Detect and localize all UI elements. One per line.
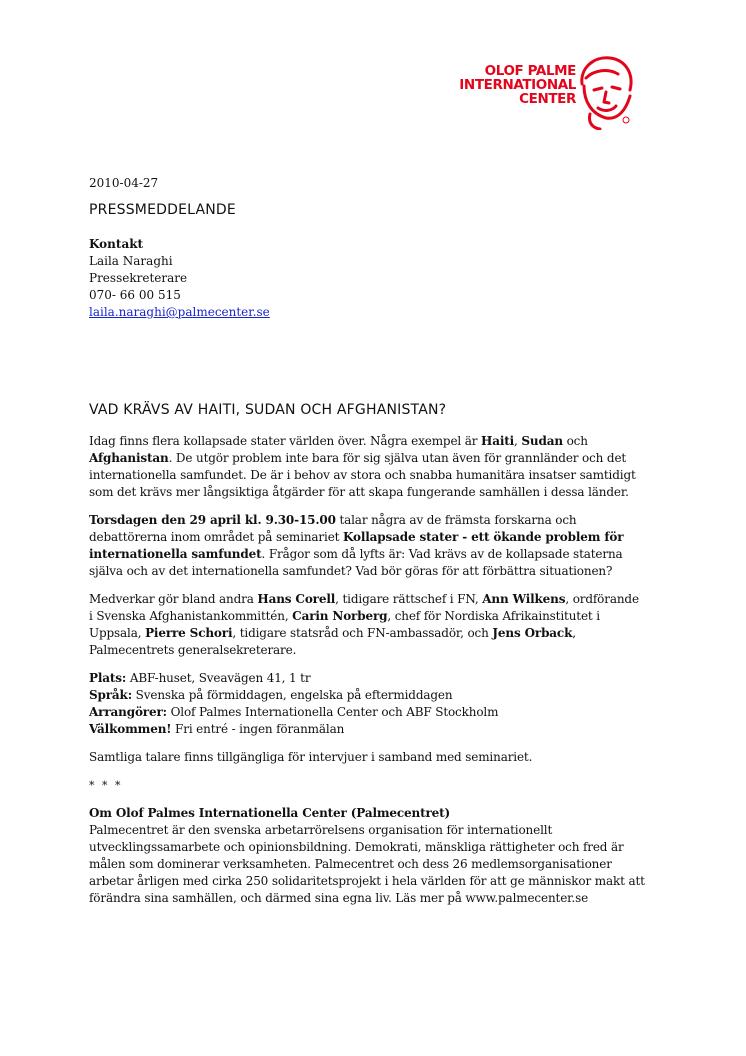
contact-block bbox=[89, 236, 270, 321]
contact-role: Pressekreterare bbox=[89, 271, 188, 285]
logo-line-2: INTERNATIONAL bbox=[459, 77, 576, 93]
organization-logo bbox=[460, 54, 638, 134]
document-type: PRESSMEDDELANDE bbox=[89, 202, 236, 218]
contact-phone: 070- 66 00 515 bbox=[89, 288, 181, 302]
palme-portrait-icon bbox=[572, 54, 638, 130]
contact-heading: Kontakt bbox=[89, 237, 144, 251]
logo-text bbox=[459, 64, 576, 106]
seminar-paragraph: Torsdagen den 29 april kl. 9.30-15.00 talar några av de främsta forskarna och debattörerna inom området på seminariet Kollapsade stater - ett ökande problem för internationella samfundet. Frågor som då lyfts är: Vad krävs av de kollapsade staterna själva och av det internationella samfundet? Vad bör göras för att förbättra situationen? bbox=[89, 513, 624, 578]
press-headline: VAD KRÄVS AV HAITI, SUDAN OCH AFGHANISTAN? bbox=[89, 402, 447, 418]
about-heading: Om Olof Palmes Internationella Center (Palmecentret) bbox=[89, 806, 451, 820]
about-section: Om Olof Palmes Internationella Center (Palmecentret) Palmecentret är den svenska arbetarrörelsens organisation för internationellt utvecklingssamarbete och opinionsbildning. Demokrati, mänskliga rättigheter och fred är målen som dominerar verksamheten. Palmecentret och dess 26 medlemsorganisationer arbetar årligen med cirka 250 solidaritetsprojekt i hela världen för att ge människor makt att förändra sina samhällen, och därmed sina egna liv. Läs mer på www.palmecenter.se bbox=[89, 806, 645, 905]
speakers-note: Samtliga talare finns tillgängliga för intervjuer i samband med seminariet. bbox=[89, 750, 533, 764]
contact-name: Laila Naraghi bbox=[89, 254, 173, 268]
document-date: 2010-04-27 bbox=[89, 176, 159, 190]
press-body bbox=[89, 433, 669, 907]
contact-email-link[interactable]: laila.naraghi@palmecenter.se bbox=[89, 305, 270, 319]
speakers-paragraph: Medverkar gör bland andra Hans Corell, tidigare rättschef i FN, Ann Wilkens, ordförande i Svenska Afghanistankommittén, Carin Norberg, chef för Nordiska Afrikainstitutet i Uppsala, Pierre Schori, tidigare statsråd och FN-ambassadör, och Jens Orback, Palmecentrets generalsekreterare. bbox=[89, 592, 639, 657]
logo-line-3: CENTER bbox=[519, 91, 576, 107]
event-details: Plats: ABF-huset, Sveavägen 41, 1 tr Språk: Svenska på förmiddagen, engelska på eftermiddagen Arrangörer: Olof Palmes Internationella Center och ABF Stockholm Välkommen! Fri entré - ingen föranmälan bbox=[89, 671, 499, 736]
section-separator: * * * bbox=[89, 779, 123, 792]
logo-line-1: OLOF PALME bbox=[484, 63, 576, 79]
intro-paragraph: Idag finns flera kollapsade stater världen över. Några exempel är Haiti, Sudan och Afghanistan. De utgör problem inte bara för sig själva utan även för grannländer och det internationella samfundet. De är i behov av stora och snabba humanitära insatser samtidigt som det krävs mer långsiktiga åtgärder för att skapa fungerande samhällen i dessa länder. bbox=[89, 434, 636, 499]
